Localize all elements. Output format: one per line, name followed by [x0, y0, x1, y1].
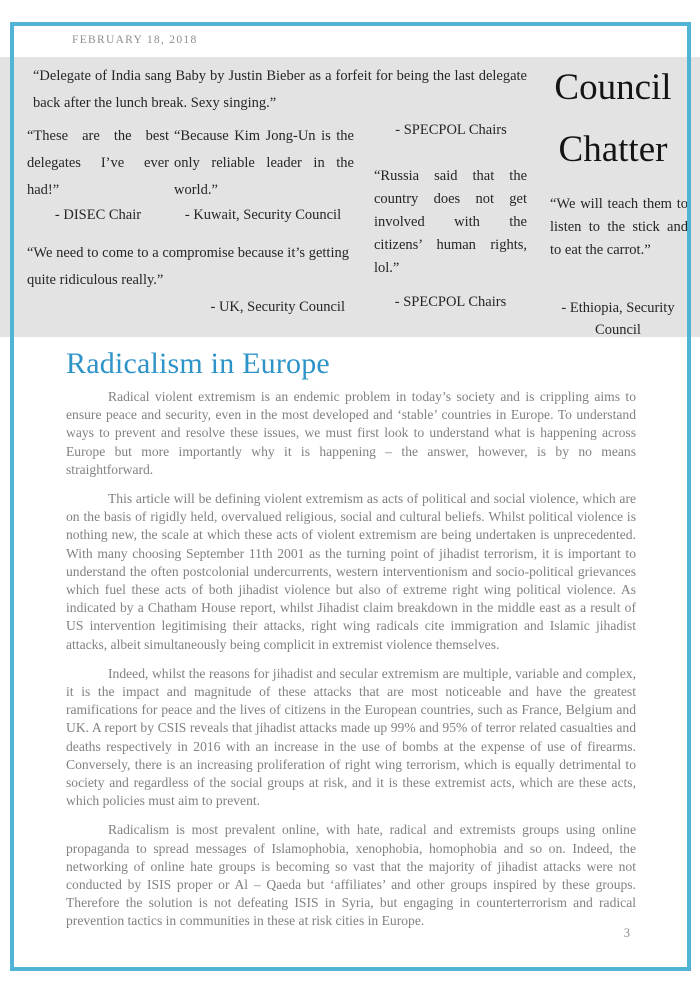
quote-board — [0, 57, 700, 337]
masthead-line-chatter: Chatter — [558, 129, 668, 170]
article-paragraph-1: Radical violent extremism is an endemic problem in today’s society and is crippling aims to ensure peace and security, even in the most developed and ‘stable’ countries in Europe. To understand ways to prevent and resolve these issues, we must first look to understand what is happening across Europe but more importantly why it is happening – the answer, however, is by no means straightforward. — [66, 389, 636, 477]
article-paragraph-4: Radicalism is most prevalent online, with hate, radical and extremists groups using online propaganda to spread messages of Islamophobia, xenophobia, homophobia and so on. Indeed, the networking of online hate groups is becoming so vast that the majority of jihadist attacks were not conducted by ISIS proper or Al – Qaeda but ‘affiliates’ and other groups inspired by these groups. Therefore the solution is not defeating ISIS in Syria, but engaging in counterterrorism and radical prevention tactics in communities in these at risk cities in Europe. — [66, 822, 636, 929]
quote-russia-human-rights: “Russia said that the country does not get involved with the citizens’ human rights, lol.” — [374, 168, 527, 276]
quote-kim-jong-un-attribution: - Kuwait, Security Council — [184, 207, 342, 223]
quote-compromise-attribution: - UK, Security Council — [210, 299, 345, 315]
quote-india-bieber: “Delegate of India sang Baby by Justin Bieber as a forfeit for being the last delegate back after the lunch break. Sexy singing.” — [33, 68, 527, 111]
quote-kim-jong-un: “Because Kim Jong-Un is the only reliable leader in the world.” — [174, 128, 354, 198]
quote-stick-carrot: “We will teach them to listen to the stick and to eat the carrot.” — [550, 196, 688, 258]
quote-india-bieber-attribution: - SPECPOL Chairs — [395, 122, 507, 138]
masthead-title — [538, 57, 688, 181]
article-title: Radicalism in Europe — [66, 347, 330, 380]
quote-stick-carrot-attribution: - Ethiopia, Security Council — [561, 300, 675, 339]
quote-best-delegates-attribution: - DISEC Chair — [54, 207, 142, 223]
quote-best-delegates: “These are the best delegates I’ve ever had!” — [27, 128, 169, 198]
article-radicalism-in-europe — [66, 347, 636, 942]
issue-date: FEBRUARY 18, 2018 — [72, 34, 198, 46]
quote-compromise: “We need to come to a compromise because it’s getting quite ridiculous really.” — [27, 245, 349, 288]
page-number: 3 — [623, 926, 630, 940]
article-paragraph-3: Indeed, whilst the reasons for jihadist and secular extremism are multiple, variable and complex, it is the impact and magnitude of these attacks that are most noticeable and have the greatest ramifications for peace and the lives of citizens in the European countries, such as France, Belgium and UK. A report by CSIS reveals that jihadist attacks made up 99% and 95% of terror related casualties and deaths respectively in 2016 with an increase in the use of bombs at the expense of use of firearms. Conversely, there is an increasing proliferation of right wing terrorism, which is equally detrimental to society and regardless of the social groups at risk, and it is these extremist acts, which are these acts, which policies must aim to prevent. — [66, 665, 636, 809]
quote-russia-human-rights-attribution: - SPECPOL Chairs — [394, 294, 507, 310]
masthead-line-council: Council — [554, 67, 672, 108]
article-paragraph-2: This article will be defining violent extremism as acts of political and social violence, which are on the basis of rigidly held, overvalued religious, social and cultural beliefs. Whilst political violence is nothing new, the scale at which these acts of violent extremism are being undertaken is unprecedented. With many choosing September 11th 2001 as the turning point of jihadist terrorism, it is important to understand the often postcolonial undercurrents, western interventionism and socio-political grievances which fuel these acts of both jihadist violence but also of extreme right wing political violence. As indicated by a Chatham House report, whilst Jihadist claim breakdown in the middle east as a result of US intervention legitimising their attacks, right wing radicals cite immigration and Islamic jihadist attacks, albeit simultaneously being complicit in extremist violence themselves. — [66, 491, 636, 652]
